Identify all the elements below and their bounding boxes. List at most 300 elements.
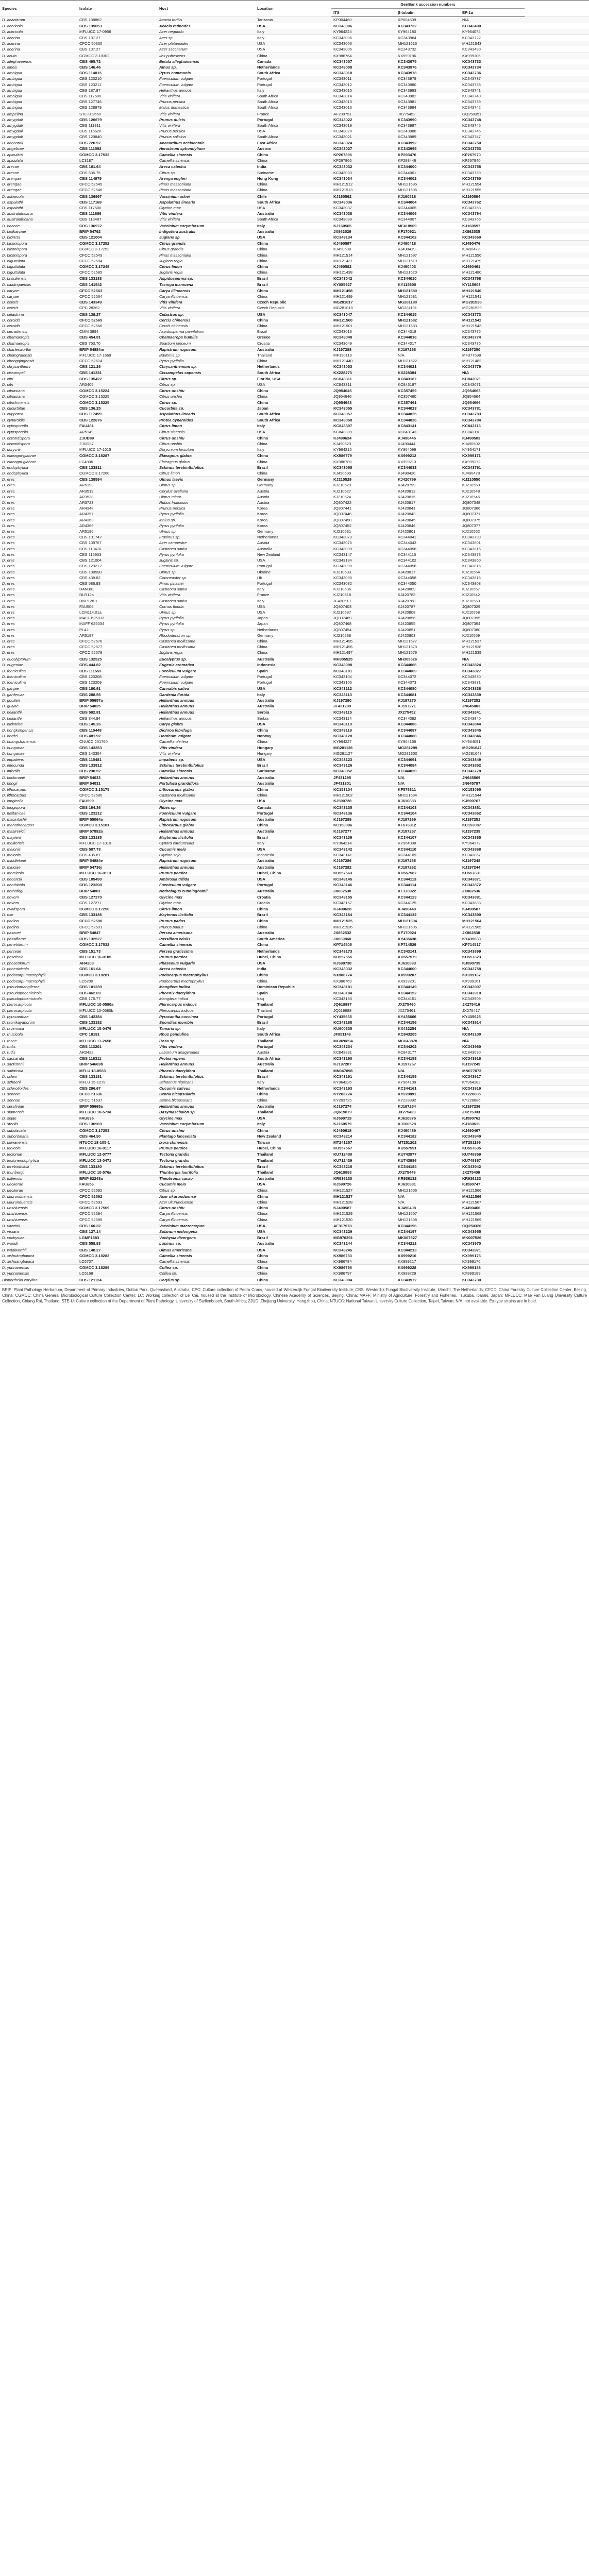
table-row: [0, 105, 589, 111]
tub-accession: KC843141: [398, 423, 417, 429]
table-row: [0, 88, 589, 93]
row-spacer: [525, 282, 589, 288]
table-row: [0, 552, 589, 557]
tub-accession: KC344213: [396, 1247, 460, 1253]
table-row: [0, 757, 589, 763]
table-row: [0, 627, 589, 633]
its-accession: KC343038: [333, 211, 352, 216]
table-row: [0, 774, 589, 781]
isolate-cell: BRIP 54669b: [79, 1062, 103, 1067]
its-accession: MH121438: [333, 270, 353, 275]
tub-accession: KJ420817: [396, 500, 460, 505]
isolate-cell: DAN001: [79, 587, 94, 592]
location-cell: Spain: [255, 990, 331, 996]
ef-accession: KC343775: [462, 341, 481, 346]
host-cell: Eucalyptus sp.: [157, 656, 255, 662]
isolate-cell: CBS 127270: [79, 894, 102, 900]
species-cell: D. eres: [0, 615, 77, 621]
table-row: [0, 1067, 589, 1074]
tub-accession: MH121520: [398, 270, 417, 275]
ef-accession: KC343778: [460, 768, 525, 774]
species-cell: D. cytosporella: [0, 429, 77, 435]
table-row: [0, 400, 589, 405]
ef-accession: KC343955: [462, 1229, 481, 1234]
host-cell: Theobroma cacao: [157, 1176, 255, 1182]
species-cell: D. chamaeropis: [0, 334, 77, 340]
ef-accession: KC343816: [460, 546, 525, 552]
species-cell: D. amygdali: [2, 129, 23, 134]
location-cell: Portugal: [255, 674, 331, 680]
species-cell: D. eres: [2, 494, 15, 499]
location-cell: USA: [255, 557, 331, 563]
its-accession: KJ490599: [333, 471, 351, 476]
species-cell: D. eres: [0, 523, 77, 529]
location-cell: Germany: [257, 633, 274, 638]
species-cell: D. celeris: [0, 299, 77, 305]
tub-accession: KJ490420: [398, 471, 416, 476]
row-spacer: [525, 882, 589, 888]
table-row: [0, 656, 589, 662]
isolate-cell: MFLUCC 10-0580b: [77, 1008, 157, 1014]
isolate-cell: CBS 115620: [79, 129, 102, 134]
table-row: [0, 299, 589, 305]
tub-accession: KJ610875: [396, 1115, 460, 1122]
host-cell: Pyrus pyrifolia: [157, 615, 255, 621]
row-spacer: [525, 523, 589, 529]
table-row: [0, 686, 589, 692]
ef-accession: MH121569: [462, 1217, 482, 1222]
isolate-cell: CBS 113487: [77, 216, 157, 223]
ef-accession: KC343776: [462, 329, 481, 334]
tub-accession: KX999186: [396, 53, 460, 59]
its-accession: KC343048: [331, 334, 396, 340]
row-spacer: [525, 1044, 589, 1049]
tub-accession: KJ160528: [398, 1122, 416, 1127]
species-cell: D. helianthi: [0, 709, 77, 716]
table-row: [0, 546, 589, 552]
isolate-cell: CBS 122676: [77, 417, 157, 423]
ef-accession: KC343739: [460, 99, 525, 105]
its-accession: KJ210529: [333, 483, 351, 488]
location-cell: USA: [257, 129, 265, 134]
table-row: [0, 258, 589, 264]
species-cell: D. xishuangbanica: [2, 1253, 35, 1258]
location-cell: South Africa: [257, 71, 280, 76]
location-cell: Netherlands: [255, 627, 331, 633]
isolate-cell: CBS 117169: [79, 199, 102, 205]
tub-accession: KF576312: [398, 823, 416, 828]
location-cell: Suriname: [255, 170, 331, 176]
location-cell: Australia: [255, 229, 331, 234]
ef-accession: MH121537: [460, 638, 525, 644]
isolate-cell: CGMCC 3.17260: [79, 471, 110, 476]
isolate-cell: MFLUCC 16-0117: [79, 1146, 111, 1151]
location-cell: Hungary: [255, 745, 331, 751]
species-cell: D. discoidispora: [0, 435, 77, 441]
host-cell: Pyrus pyrifolia: [159, 552, 184, 557]
species-cell: D. ganjae: [0, 686, 77, 692]
ef-accession: JN645797: [460, 781, 525, 787]
species-cell: D. foeniculina: [0, 674, 77, 680]
host-cell: Foeniculum vulgare: [159, 680, 194, 685]
isolate-cell: CBS 592.81: [77, 709, 157, 716]
isolate-cell: CBS 127746: [77, 99, 157, 105]
table-row: [0, 1008, 589, 1014]
table-row: [0, 1074, 589, 1079]
isolate-cell: CGMCC 3.17532: [79, 942, 110, 947]
isolate-cell: AR3422: [79, 1049, 94, 1055]
location-cell: Croatia: [257, 341, 270, 346]
row-spacer: [525, 459, 589, 465]
its-accession: MH121527: [331, 1193, 396, 1199]
isolate-cell: CBS 136972: [77, 223, 157, 229]
tub-accession: N/A: [396, 1199, 460, 1205]
isolate-cell: CBS 230.52: [77, 768, 157, 774]
tub-accession: KJ420856: [396, 615, 460, 621]
table-row: [0, 1217, 589, 1223]
table-row: [0, 1247, 589, 1253]
tub-accession: KC343988: [398, 129, 416, 134]
table-row: [0, 633, 589, 638]
location-cell: USA: [255, 686, 331, 692]
row-spacer: [525, 299, 589, 305]
row-spacer: [525, 1074, 589, 1079]
host-cell: Lupinus sp.: [159, 1241, 181, 1246]
its-accession: KJ490597: [331, 241, 396, 247]
location-cell: USA: [257, 234, 266, 240]
isolate-cell: MAFF 625033: [77, 615, 157, 621]
ef-accession: N/A: [460, 17, 525, 23]
tub-accession: N/A: [396, 781, 460, 787]
location-cell: Austria: [255, 500, 331, 505]
location-cell: Australia: [255, 817, 331, 823]
tub-accession: KJ420817: [396, 569, 460, 575]
ef-accession: JQ807395: [460, 615, 525, 621]
its-accession: KC343245: [331, 1247, 396, 1253]
location-cell: Brazil: [257, 763, 268, 768]
isolate-cell: CFCC 52577: [79, 645, 103, 650]
location-cell: Australia: [255, 1176, 331, 1182]
tub-accession: KC344104: [398, 810, 417, 816]
table-row: [0, 453, 589, 459]
isolate-cell: CBS 121004: [79, 234, 102, 240]
location-cell: USA: [255, 205, 331, 211]
location-cell: China: [257, 294, 267, 299]
its-accession: KU712439: [333, 1158, 352, 1163]
table-row: [0, 181, 589, 187]
row-spacer: [525, 996, 589, 1002]
its-accession: KC343008: [331, 64, 396, 70]
species-cell: D. eres: [2, 483, 15, 488]
table-row: [0, 411, 589, 417]
row-spacer: [525, 840, 589, 846]
host-cell: Rapistrum rugosum: [157, 817, 255, 823]
host-cell: Ulmus minor: [159, 494, 181, 499]
location-cell: Australia: [257, 858, 274, 863]
tub-accession: KF170921: [396, 229, 460, 234]
species-cell: D. alleghaniensis: [2, 59, 32, 64]
location-cell: China: [255, 53, 331, 59]
location-cell: China: [255, 1091, 331, 1097]
isolate-cell: AR5196: [79, 529, 94, 534]
header-genbank: GenBank accession numbers: [331, 1, 525, 9]
table-row: [0, 990, 589, 996]
location-cell: India: [255, 164, 331, 170]
its-accession: KJ197288: [331, 346, 396, 352]
isolate-cell: CBS 454.81: [77, 334, 157, 340]
isolate-cell: BRIP 54031: [77, 781, 157, 787]
species-cell: D. biconispora: [0, 252, 77, 258]
row-spacer: [525, 633, 589, 638]
tub-accession: KJ420846: [396, 523, 460, 529]
ef-accession: KP267940: [460, 158, 525, 164]
isolate-cell: CBS 109767: [79, 540, 102, 546]
tub-accession: KC344151: [396, 996, 460, 1002]
row-spacer: [525, 978, 589, 984]
table-row: [0, 117, 589, 123]
location-cell: China: [257, 739, 267, 744]
table-row: [0, 739, 589, 744]
its-accession: KY964214: [331, 840, 396, 846]
its-accession: JQ807454: [331, 627, 396, 633]
isolate-cell: BRIP 55665a: [77, 1103, 157, 1109]
table-row: [0, 1193, 589, 1199]
species-cell: D. ambigua: [2, 82, 22, 87]
species-cell: D. rhusicola: [0, 1031, 77, 1038]
host-cell: Cucumis sativus: [157, 1086, 255, 1092]
table-row: [0, 906, 589, 912]
tub-accession: MF418509: [396, 223, 460, 229]
row-spacer: [525, 529, 589, 534]
isolate-cell: CBS 344.94: [79, 716, 100, 721]
ef-accession: KJ210554: [460, 569, 525, 575]
isolate-cell: CFCC 52584: [79, 258, 103, 263]
its-accession: KC343141: [331, 852, 396, 858]
host-cell: Vitis vinifera: [157, 592, 255, 598]
row-spacer: [525, 482, 589, 488]
isolate-cell: CBS 136.25: [77, 405, 157, 411]
its-accession: KC343034: [333, 176, 352, 181]
ef-accession: KY964172: [460, 840, 525, 846]
species-cell: D. unshiuensis: [0, 1211, 77, 1216]
tub-accession: KJ420787: [396, 604, 460, 609]
species-cell: D. tectonae: [0, 1151, 77, 1158]
species-cell: D. tulliensis: [0, 1176, 77, 1182]
table-row: [0, 644, 589, 650]
row-spacer: [525, 193, 589, 199]
row-spacer: [525, 1067, 589, 1074]
host-cell: Acacia tortilis: [157, 17, 255, 23]
species-cell: D. masirevicii: [0, 828, 77, 835]
isolate-cell: CBS 132525: [77, 656, 157, 662]
host-cell: Citrus unshiu: [159, 1206, 184, 1211]
isolate-cell: AR4369: [77, 523, 157, 529]
its-accession: KC343006: [333, 23, 352, 28]
tub-accession: KF170922: [396, 888, 460, 894]
isolate-cell: BRIP 57892a: [77, 828, 157, 835]
its-accession: KC343136: [333, 810, 352, 816]
species-cell: D. eres: [0, 534, 77, 540]
isolate-cell: ZJUD87: [77, 441, 157, 447]
ef-accession: KC343801: [462, 540, 481, 546]
its-accession: KC343098: [331, 662, 396, 668]
tub-accession: MH121582: [398, 317, 417, 323]
isolate-cell: CBS 117499: [79, 412, 102, 417]
location-cell: Ukraine: [255, 569, 331, 575]
species-cell: D. vaccinii: [0, 1223, 77, 1229]
isolate-cell: LC6168: [77, 1270, 157, 1277]
its-accession: KY964227: [333, 739, 352, 744]
ef-accession: KC343849: [460, 757, 525, 763]
table-row: [0, 762, 589, 768]
isolate-cell: CBS 133812: [79, 763, 102, 768]
tub-accession: KC344080: [396, 686, 460, 692]
table-row: [0, 1229, 589, 1235]
isolate-cell: BRIP 55064a: [77, 817, 157, 823]
species-cell: D. eres: [2, 609, 15, 615]
host-cell: Schinus terebinthifolius: [159, 1074, 204, 1079]
ef-accession: N/A: [460, 370, 525, 376]
ef-accession: MH121482: [460, 358, 525, 364]
ef-accession: KY435625: [460, 1013, 525, 1020]
host-cell: Prunus persica: [159, 506, 186, 511]
host-cell: Pyrus sp.: [157, 627, 255, 633]
ef-accession: KC343758: [460, 164, 525, 170]
location-cell: USA: [255, 1223, 331, 1229]
table-row: [0, 364, 589, 369]
row-spacer: [525, 405, 589, 411]
table-row: [0, 1170, 589, 1176]
host-cell: Prunus persica: [159, 1146, 188, 1151]
host-cell: Vaccinium macrocarpon: [157, 1223, 255, 1229]
species-cell: D. lithocarpus: [0, 792, 77, 798]
species-cell: D. eres: [0, 511, 77, 517]
host-cell: Glycine max: [157, 205, 255, 211]
its-accession: KC343065: [331, 465, 396, 470]
location-cell: Korea: [257, 517, 268, 522]
host-cell: Prunus persica: [159, 954, 188, 959]
its-accession: KC343042: [331, 276, 396, 282]
table-row: [0, 252, 589, 258]
host-cell: Juglans regia: [157, 650, 255, 656]
table-row: [0, 1044, 589, 1049]
species-cell: D. subclavata: [0, 1127, 77, 1133]
table-row: [0, 733, 589, 739]
ef-accession: JQ807348: [460, 500, 525, 505]
row-spacer: [525, 252, 589, 258]
tub-accession: KJ490403: [396, 264, 460, 269]
tub-accession: KC344110: [396, 846, 460, 853]
tub-accession: KU557587: [398, 870, 417, 875]
location-cell: Thailand: [257, 352, 273, 358]
isolate-cell: FAU461: [79, 423, 94, 429]
ef-accession: KC343758: [462, 967, 481, 972]
row-spacer: [525, 146, 589, 152]
row-spacer: [525, 1277, 589, 1283]
tub-accession: KJ420808: [398, 609, 416, 615]
row-spacer: [525, 745, 589, 751]
ef-accession: KC343845: [460, 727, 525, 733]
its-accession: KC343193: [331, 1086, 396, 1092]
location-cell: Japan: [257, 621, 268, 626]
species-cell: D. eres: [0, 650, 77, 656]
isolate-cell: CBS 133185: [79, 835, 102, 840]
location-cell: Brazil: [255, 1163, 331, 1170]
location-cell: Netherlands: [255, 64, 331, 70]
its-accession: MG281126: [331, 745, 396, 751]
host-cell: Citrus sp.: [157, 1188, 255, 1194]
host-cell: Helianthus annuus: [157, 88, 255, 93]
species-cell: D. novem: [0, 900, 77, 906]
isolate-cell: CGMCC 3.18287: [77, 453, 157, 459]
ef-accession: KR936133: [460, 1176, 525, 1182]
species-cell: D. vexans: [2, 1229, 20, 1234]
tub-accession: MH121577: [396, 638, 460, 644]
host-cell: Helianthus annuus: [157, 864, 255, 870]
location-cell: China: [257, 459, 267, 464]
its-accession: MH305525: [331, 656, 396, 662]
isolate-cell: ZJUD89: [77, 435, 157, 441]
tub-accession: KC344125: [396, 900, 460, 906]
species-cell: D. eres: [0, 569, 77, 575]
tub-accession: KY228892: [398, 1097, 416, 1103]
species-cell: D. ukurunduensis: [0, 1193, 77, 1199]
table-header: [0, 1, 589, 17]
location-cell: Serbia: [255, 709, 331, 716]
its-accession: KP267866: [331, 158, 396, 164]
tub-accession: KR936132: [396, 1176, 460, 1182]
its-accession: KR936130: [331, 1176, 396, 1182]
isolate-cell: CBS 133182: [77, 1020, 157, 1026]
tub-accession: MH121607: [396, 1211, 460, 1216]
its-accession: KX986783: [333, 1253, 352, 1258]
ef-accession: MN077073: [460, 1067, 525, 1074]
row-spacer: [525, 686, 589, 692]
tub-accession: KJ420783: [396, 592, 460, 598]
isolate-cell: CBS 127.14: [79, 1229, 101, 1234]
row-spacer: [525, 1176, 589, 1182]
tub-accession: KC344109: [396, 852, 460, 858]
tub-accession: KC843205: [396, 1031, 460, 1038]
ef-accession: KJ197250: [460, 346, 525, 352]
ef-accession: KX999188: [460, 1265, 525, 1271]
ef-accession: KC343881: [462, 894, 481, 900]
tub-accession: KJ420815: [398, 494, 416, 499]
row-spacer: [525, 453, 589, 459]
table-row: [0, 158, 589, 164]
table-row: [0, 942, 589, 948]
host-cell: Helianthus annuus: [157, 1103, 255, 1109]
its-accession: KJ197287: [333, 1062, 352, 1067]
tub-accession: KC343992: [398, 140, 417, 145]
ef-accession: KC343765: [460, 216, 525, 223]
row-spacer: [525, 1145, 589, 1151]
table-row: [0, 128, 589, 134]
host-cell: Prunus persica: [157, 99, 255, 105]
species-cell: D. apiculata: [0, 152, 77, 158]
its-accession: KC343188: [331, 1020, 396, 1026]
its-accession: KC343032: [331, 164, 396, 170]
species-cell: D. arecae: [0, 170, 77, 176]
its-accession: KC343012: [333, 82, 352, 87]
row-spacer: [525, 627, 589, 633]
tub-accession: KC343972: [396, 1277, 460, 1283]
row-spacer: [525, 470, 589, 477]
species-cell: D. eres: [2, 529, 15, 534]
tub-accession: KC344016: [396, 334, 460, 340]
species-cell: D. hongkongensis: [0, 727, 77, 733]
header-ef: EF-1α: [460, 9, 525, 17]
